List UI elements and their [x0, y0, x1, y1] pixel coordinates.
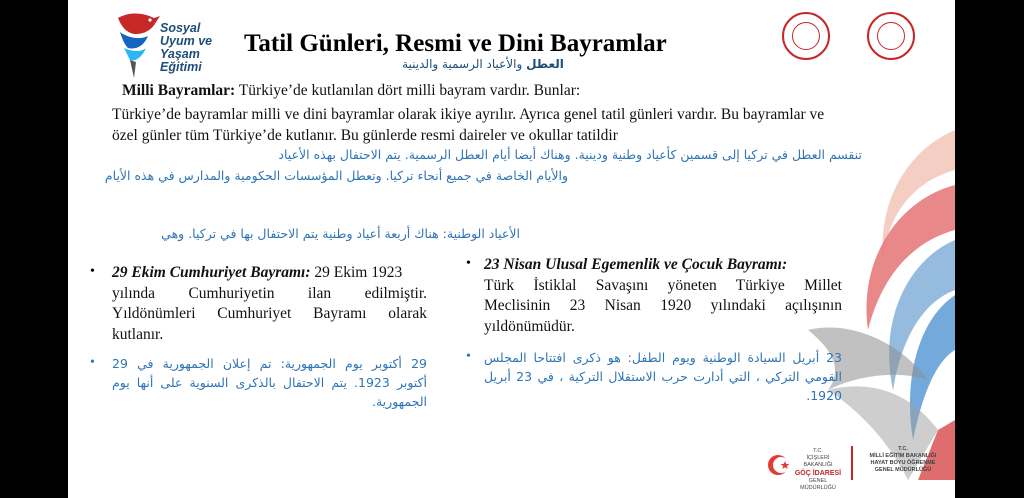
goc-tc: T.C. — [813, 448, 823, 454]
republic-day-line-1 — [112, 263, 427, 284]
sovereignty-day-ar-line-1: 23 أبريل السيادة الوطنية ويوم الطفل: هو ذكرى افتتاحا المجلس — [484, 350, 842, 365]
meb-line-2: HAYAT BOYU ÖĞRENME — [870, 460, 936, 466]
republic-day-title: 29 Ekim Cumhuriyet Bayramı: — [112, 264, 311, 281]
republic-day-ar-line-1: 29 أكتوبر يوم الجمهورية: تم إعلان الجمهورية في 29 — [112, 356, 427, 371]
sovereignty-day-title-text: 23 Nisan Ulusal Egemenlik ve Çocuk Bayramı: — [484, 256, 788, 273]
sovereignty-day-ar-line-2: القومي التركي ، التي أدارت حرب الاستقلال التركية ، في 23 أبريل — [484, 369, 842, 384]
logo-line-1: Sosyal — [160, 21, 201, 35]
goc-line-1: İÇİŞLERİ BAKANLIĞI — [803, 455, 833, 468]
sovereignty-day-ar-line-3: 1920. — [806, 388, 842, 403]
logo-line-2: Uyum ve — [160, 34, 213, 48]
republic-day-text — [112, 263, 427, 345]
intro-arabic-line-1: تنقسم العطل في تركيا إلى قسمين كأعياد وطنية ودينية. وهناك أيضا أيام العطل الرسمية. يتم الاحتفال بهذه الأعياد — [278, 147, 862, 162]
sovereignty-day-text — [484, 255, 842, 337]
intro-heading-bold: Milli Bayramlar: — [122, 82, 236, 99]
republic-day-ar-line-3: الجمهورية. — [372, 394, 427, 409]
title-arabic-rest: والأعياد الرسمية والدينية — [402, 57, 523, 71]
national-holidays-arabic: الأعياد الوطنية: هناك أربعة أعياد وطنية يتم الاحتفال بها في تركيا. وهي — [161, 226, 520, 241]
sovereignty-day-line-2: Meclisinin 23 Nisan 1920 yılındaki açılışının — [484, 297, 842, 314]
meb-logo-text — [858, 446, 948, 474]
sosyal-uyum-logo — [114, 10, 234, 82]
crescent-star-icon — [766, 452, 792, 478]
bullet-marker: • — [90, 355, 95, 370]
republic-day-ar-line-2: أكتوبر 1923. يتم الاحتفال بالذكرى السنوية على أنها يوم — [112, 375, 427, 390]
ministry-seal-icon-1 — [782, 12, 830, 60]
bullet-marker: • — [90, 264, 95, 279]
ministry-seal-icon-2 — [867, 12, 915, 60]
meb-line-1: MİLLİ EĞİTİM BAKANLIĞI — [869, 453, 937, 459]
sovereignty-day-arabic — [484, 348, 842, 405]
republic-day-line-1-rest: 29 Ekim 1923 — [314, 264, 403, 281]
slide-title-arabic — [368, 57, 598, 71]
bullet-marker: • — [466, 256, 471, 271]
logo-line-3: Yaşam Eğitimi — [160, 47, 202, 74]
intro-heading-rest: Türkiye’de kutlanılan dört milli bayram vardır. Bunlar: — [238, 82, 581, 99]
sovereignty-day-line-3: yıldönümüdür. — [484, 317, 575, 335]
sovereignty-day-title — [484, 255, 842, 276]
goc-idaresi-logo — [766, 444, 846, 491]
logo-text — [160, 22, 240, 74]
goc-line-3: GENEL MÜDÜRLÜĞÜ — [800, 478, 836, 491]
footer-divider — [851, 446, 853, 480]
bullet-marker: • — [466, 349, 471, 364]
goc-idaresi-text — [792, 448, 844, 492]
sovereignty-day-line-1: Türk İstiklal Savaşını yöneten Türkiye Millet — [484, 276, 842, 294]
meb-tc: T.C. — [898, 446, 908, 452]
goc-line-2: GÖÇ İDARESİ — [794, 470, 842, 477]
intro-heading — [122, 81, 580, 100]
intro-paragraph-line-2: özel günler tüm Türkiye’de kutlanır. Bu günlerde resmi daireler ve okullar tatildir — [112, 127, 618, 144]
meb-line-3: GENEL MÜDÜRLÜĞÜ — [874, 467, 932, 473]
republic-day-line-2: yılında Cumhuriyetin ilan edilmiştir. — [112, 284, 427, 302]
intro-paragraph-line-1: Türkiye’de bayramlar milli ve dini bayramlar olarak ikiye ayrılır. Ayrıca genel tatil günleri vardır. Bu bayramlar ve — [112, 106, 825, 123]
republic-day-arabic — [112, 354, 427, 411]
republic-day-line-3: Yıldönümleri Cumhuriyet Bayramı olarak — [112, 305, 427, 322]
title-arabic-bold: العطل — [526, 57, 564, 71]
intro-arabic-line-2: والأيام الخاصة في جميع أنحاء تركيا. وتعطل المؤسسات الحكومية والمدارس في هذه الأيام — [104, 168, 568, 183]
presentation-slide — [68, 0, 955, 498]
slide-title: Tatil Günleri, Resmi ve Dini Bayramlar — [244, 30, 667, 57]
republic-day-line-4: kutlanır. — [112, 325, 164, 343]
bird-logo-icon — [114, 10, 162, 80]
